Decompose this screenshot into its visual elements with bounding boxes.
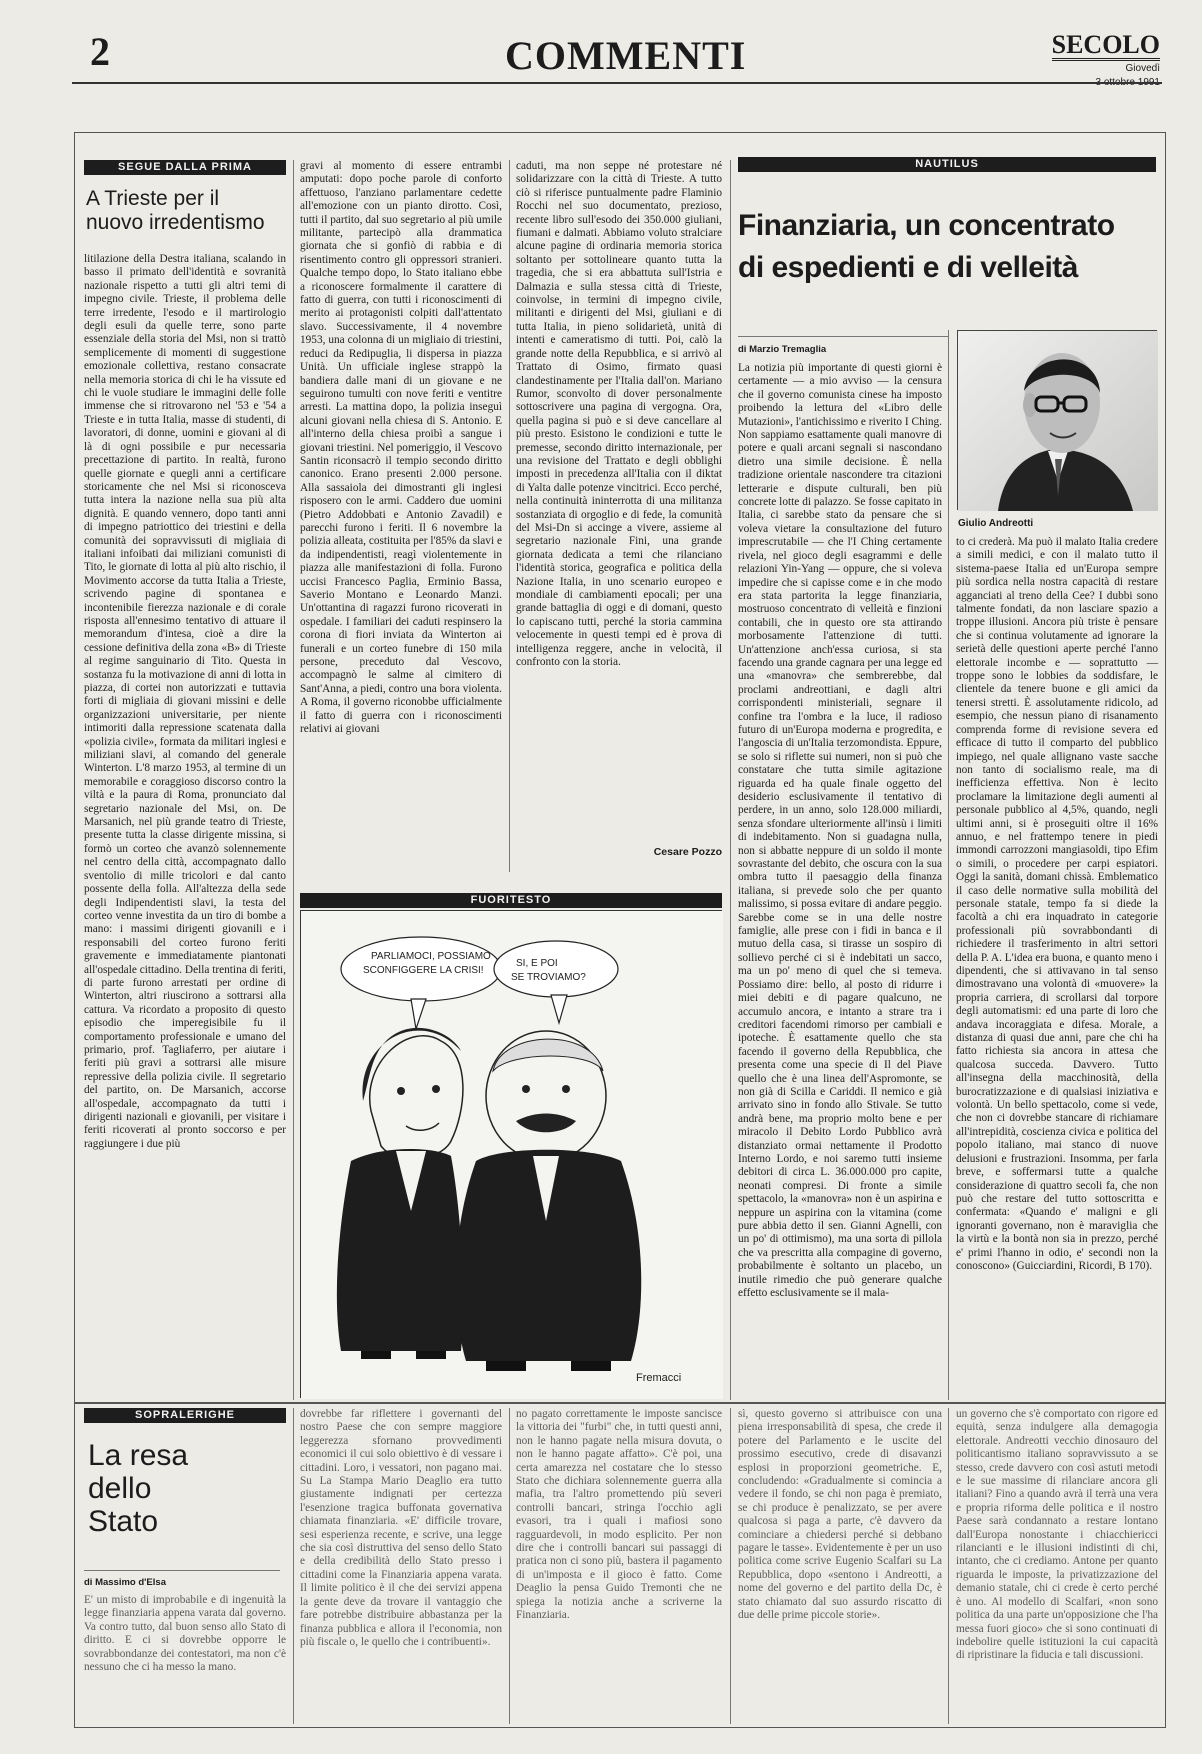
resa-text-col-5: un governo che s'è comportato con rigore ed equità, senza indulgere alla demagogia elettorale. Andreotti vecchio dinosauro del politicantismo italiano sopravvissuto a se stesso, crede davvero con così astuti metodi e le sue massime di rilanciare ancora gli italiani? Fino a quando avrà il terrà una vera e propria riforma delle politica e il nostro Paese sarà condannato a restare lontano dall'Europa nonostante i chiacchiericci rilancianti e le illusioni indistinti di chi, intanto, che ci crediamo. Antone per quanto riguarda le imposte, la privatizzazione del demanio statale, chi ci crede è certo perché è uno. Al modello di Scalfari, «non sono politica da una parte un'opposizione che l'ha messa fuori gioco» che si sono continuati di indebolire quelle istituzioni la cui capacità di ripristinare la fiducia e tali discussioni. bbox=[956, 1408, 1158, 1662]
page-number: 2 bbox=[90, 29, 110, 74]
column-rule bbox=[948, 330, 949, 1400]
cartoon-bubble-left-line2: SCONFIGGERE LA CRISI! bbox=[363, 965, 484, 976]
portrait-image bbox=[958, 331, 1158, 511]
resa-col-2 bbox=[300, 1408, 502, 1724]
column-rule bbox=[730, 160, 731, 1400]
nautilus-text-left: La notizia più importante di questi giorni è certamente — a mio avviso — la censura che il governo comunista cinese ha imposto proibendo la lettura del «Libro delle Mutazioni», l'antichissimo e riverito I Ching. Non sappiamo esattamente quali manovre di potere e quali arcani segnali si nascondano dietro una simile decisione. È nella tradizione orientale nascondere tra citazioni letterarie e dispute culturali, ben più concrete lotte di palazzo. Se fosse capitato in Italia, ci sarebbe stato da pensare che si voleva vietare la consultazione del futuro imprescrutabile — che l'I Ching certamente rivela, nel gioco degli esagrammi e delle relazioni Yin-Yang — oppure, che si voleva impedire che si capisse come e in che modo era stata partorita la legge finanziaria, mostruoso concentrato di velleità e finzioni contabili, che in questo ore sta attirando morbosamente l'attenzione di tutti. Un'attenzione anch'essa curiosa, si sta facendo una grande cagnara per una legge ed una «manovra» che sembrerebbe, dal proclami andreottiani, e dagli altri corrispondenti ministeriali, segnare il confine tra l'ombra e la luce, il radioso futuro di un'Europa moderna e progredita, e l'angoscia di un'Italia terzomondista. Eppure, se solo si riflette sui numeri, non si può che constatare che tutta simile agitazione riguarda ed ha quale finale oggetto del desiderio esclusivamente il tentativo di perdere, in un anno, solo 128.000 miliardi, senza sfondare ulteriormente all'insù i limiti di indebitamento. Non si guadagna nulla, non si abbatte neppure di un soldo il monte sovrastante del debito, che oscura con la sua ombra tutto il paesaggio della finanza italiana, si prevede solo che per quanto malissimo, si possa evitare di andare peggio. Sarebbe come se in una delle nostre famiglie, alle prese con i fidi in banca e il mutuo della casa, si tirasse un sospiro di sollievo perché ci si è indebitati un sacco, ma un po' meno di quel che si temeva. Possiamo dire: bello, al posto di ridurre i miei debiti e di pagare qualcuno, ne accumulo ancora, e intanto a strare tra i creditori facendomi rimorso per cambiali e ipoteche. È esattamente quello che sta facendo il governo della Repubblica, che presenta come una specie di Il del Piave quello che è una linea dell'Aspromonte, se non già di Scilla e Cariddi. Il nemico e già arrivato sino in fondo allo Stivale. Se tutto andrà bene, ma proprio molto bene e per miracolo il Debito Lordo Pubblico avrà distanziato ormai nettamente il Prodotto Interno Lordo, e noi saremo tutti insieme debitori di circa L. 36.000.000 pro capite, neonati compresi. Di fronte a simile spettacolo, la «manovra» non è un aspirina e neppure un aspirina con la vitamina (come pure abbia detto il sen. Gianni Agnelli, con un po' di ottimismo), ma una sorta di pillola che va prescritta alla compagine di governo, probabilmente è soltanto un placebo, un inutile rimedio che può generare qualche effetto esclusivamente se il mala- bbox=[738, 362, 942, 1300]
trieste-headline: A Trieste per il nuovo irredentismo bbox=[86, 187, 265, 234]
masthead bbox=[1050, 32, 1160, 89]
header-rule bbox=[72, 82, 1162, 84]
trieste-text-col-3: caduti, ma non seppe né protestare né solidarizzare con la città di Trieste. A tutto ciò si riferisce puntualmente padre Flaminio Rocchi nel suo documentato, prezioso, recente libro sull'esodo dei 350.000 giuliani, fiumani e dalmati. Abbiamo voluto stralciare alcune pagine di ordinaria memoria storica soltanto per sottolineare quanto tutta la tragedia, che si era abbattuta sull'Istria e Dalmazia e sulla stessa città di Trieste, coinvolse, in termini di impegno civile, militanti e dirigenti del Msi, giuliani e di tutta Italia, in pieno solidarietà, unità di intenti e cameratismo di tutti. Poi, calò la grande notte della Repubblica, e si arrivò al Trattato di Osimo, firmato quasi clandestinamente per l'Italia dall'on. Mariano Rumor, sconvolto di dover personalmente sottoscrivere una pagina di vergogna. Ora, quella pagina si può e si deve cancellare al più presto. Esistono le condizioni e tutte le premesse, secondo diritto internazionale, per una revisione del Trattato e degli obblighi imposti in precedenza all'Italia con il diktat di Yalta dalle potenze vincitrici. Ecco perché, nella continuità ininterrotta di una militanza sostanziata di orgoglio e di fede, la comunità del Msi-Dn si accinge a vivere, assieme al segretario nazionale Fini, una grande giornata dedicata a temi che rilanciano l'identità storica, geografica e politica della Nazione Italia, in uno scenario europeo e mondiale di cambiamenti epocali; per una grande battaglia di oggi e di domani, questo lo capiscano tutti, perché la storia cammina velocemente in questi tempi ed è prova di intelligenza reggere, anche in velocità, il confronto con la storia. bbox=[516, 160, 722, 669]
column-rule bbox=[293, 1408, 294, 1724]
resa-text-col-3: no pagato correttamente le imposte sancisce la vittoria dei "furbi" che, in tutti questi anni, non le hanno pagate nella misura dovuta, o non le hanno pagate affatto». C'è poi, una certa amarezza nel costatare che lo stesso Stato che dichiara solennemente guerra alla mafia, tra l'altro promettendo più severi controlli bancari, stringa l'occhio agli evasori, tra i quali i mafiosi sono ragguardevoli, in modo esplicito. Per non dire che i controlli bancari sui passaggi di pratica non ci sono più, bastera il pagamento di un'imposta e il gioco è fatto. Come Deaglio la pensa Guido Tremonti che ne spiega la notizia anche a scriverne la Finanziaria. bbox=[516, 1408, 722, 1622]
resa-text-col-1: E' un misto di improbabile e di ingenuità la legge finanziaria appena varata dal governo. Va contro tutto, dal buon senso allo Stato di diritto. E ci si dovrebbe opporre le sovrabbondanze dei contestatori, ma non c'è nessuno che ci ha messo la mano. bbox=[84, 1594, 286, 1674]
byline-rule bbox=[84, 1570, 280, 1571]
masthead-date: 3 ottobre 1991 bbox=[1095, 77, 1160, 88]
trieste-col-1 bbox=[84, 160, 286, 1398]
trieste-col-3 bbox=[516, 160, 722, 872]
nautilus-headline: Finanziaria, un concentrato di espedienti e di velleità bbox=[738, 209, 1115, 284]
cartoon-drawing bbox=[301, 911, 723, 1399]
resa-kicker: SOPRALERIGHE bbox=[84, 1408, 286, 1423]
resa-col-3 bbox=[516, 1408, 722, 1724]
resa-text-col-2: dovrebbe far riflettere i governanti del nostro Paese che con sempre maggiore leggerezza sfornano provvedimenti economici il cui solo obiettivo è di vessare i cittadini. Loro, i vessatori, non pagano mai. Su La Stampa Mario Deaglio era tutto giustamente indignati per certezza l'esenzione tragica buffonata governativa chiamata finanziaria. «E' difficile trovare, sesi esperienza recente, e scrive, una legge che sia così distruttiva del senso dello Stato e della credibilità dello Stato presso i cittadini come la Finanziaria appena varata. Il limite politico è il che dei servizi appena la gente deve da trovare il vantaggio che fare potrebbe distribuire abbastanza per la finanza pubblica e allora il l'economia, non più fiscale o, le quello che i contribuenti». bbox=[300, 1408, 502, 1648]
nautilus-kicker-wrap bbox=[738, 157, 1156, 174]
cartoon-kicker: FUORITESTO bbox=[300, 893, 722, 908]
resa-col-5 bbox=[956, 1408, 1158, 1724]
trieste-text-col-2: gravi al momento di essere entrambi amputati: dopo poche parole di conforto affettuoso, l'anziano parlamentare cedette all'emozione con un pianto dirotto. Così, tutti il partito, dal suo segretario al più umile militante, partecipò alla drammatica giornata che si gonfiò di rabbia e di risentimento contro gli oppressori stranieri. Qualche tempo dopo, lo Stato italiano ebbe a riconoscere formalmente il carattere di fatto di guerra, con tutti i riconoscimenti di merito ai protagonisti colpiti dall'attentato slavo. Successivamente, il 4 novembre 1953, una colonna di un migliaio di triestini, reduci da Redipuglia, li dispersa in piazza Unità. Un ufficiale inglese strappò la bandiera dalle mani di un giovane e ne seguirono tumulti con nove feriti e ventitre arresti. La mattina dopo, la polizia inseguì alcuni giovani nella chiesa di S. Antonio. E all'interno della chiesa proibì a sangue i giovani triestini. Nel pomeriggio, il Vescovo Santin riconsacrò il tempio secondo diritto canonico. Erano presenti 2.000 persone. Alla sassaiola dei dimostranti gli inglesi risposero con le armi. Caddero due uomini (Pietro Addobbati e Antonio Zavadil) e parecchi furono i feriti. Il 6 novembre la polizia alleata, costituita per l'85% da slavi e da indipendentisti, reagì violentemente in piazza alle manifestazioni di folla. Furono uccisi Francesco Paglia, Erminio Bassa, Saverio Montano e Leonardo Manzi. Un'ottantina di ragazzi furono ricoverati in ospedale. I familiari dei caduti respinsero la corona di fiori inviata da Winterton ai funerali e un corteo funebre di 150 mila persone, preceduto dal Vescovo, accompagnò le salme al cimitero di Sant'Anna, a piedi, contro una bora violenta. A Roma, il governo riconobbe ufficialmente il fatto di guerra con i riconoscimenti relativi ai giovani bbox=[300, 160, 502, 736]
cartoon-panel bbox=[300, 910, 722, 1398]
cartoon-bubble-right-line1: SI, E POI bbox=[516, 958, 558, 969]
andreotti-photo bbox=[957, 330, 1157, 510]
nautilus-col-right bbox=[956, 536, 1158, 1398]
resa-headline-line-1: La resa bbox=[88, 1439, 189, 1472]
resa-col-1 bbox=[84, 1408, 286, 1724]
masthead-day: Giovedì bbox=[1125, 63, 1160, 74]
column-rule bbox=[509, 1408, 510, 1724]
resa-byline: di Massimo d'Elsa bbox=[84, 1577, 166, 1588]
trieste-text-col-1: litilazione della Destra italiana, scalando in basso il primato dell'identità e sovranità nazionale rispetto a tutti gli altri temi di impegno civile. Trieste, il problema delle terre irredente, l'esodo e il martirologio degli esuli da quelle terre, sono parte essenziale della storia del Msi, non si trattò semplicemente di momenti di suggestione emozionale collettiva, restano consacrate nella memoria storica di chi le ha vissute ed chi le vuole studiare le immagini delle folle immense che si ritrovarono nel '53 e '54 a Trieste e in tutta Italia, masse di studenti, di lavoratori, di donne, uomini e giovani al di là di ogni possibile e pur necessaria precettazione di partito. In realtà, furono quelle giornate e quegli anni a certificare storicamente che nel Msi si riconosceva tutta intera la nazione nella sua più alta dignità. E quando vennero, dopo tanti anni di impegno patriottico dei triestini e della comunità dei sopravvissuti di migliaia di italiani infoibati dai miliziani comunisti di Tito, le giornate di lotta al più alto rischio, il Movimento accorse da tutta Italia a Trieste, scrivendo pagine di spontanea e incontenibile fierezza nazionale e di corale risposta all'ennesimo tentativo di attuare il memorandum d'intesa, cioè a dire la cessione definitiva della zona «B» di Trieste al regime sanguinario di Tito. Questa in sostanza fu la motivazione di anni di lotta in piazza, di cortei non autorizzati e tuttavia forti di migliaia di giovani missini e delle organizzazioni universitarie, per niente intimoriti dalla repressione scatenata dalla «polizia civile», formata da militari inglesi e miliziani slavi, al comando del generale Winterton. L'8 marzo 1953, al termine di un memorabile e coraggioso discorso contro la viltà e la paura di Roma, pronunciato dal segretario nazionale del Msi, on. De Marsanich, nel più grande teatro di Trieste, presente tutta la classe dirigente missina, si formò un corteo che avanzò solennemente nel centro della città, accompagnato dallo sventolio di mille tricolori e dal canto possente della folla. All'altezza della sede degli Indipendentisti slavi, la testa del corteo venne investita da un tiro di bombe a mano: i massimi dirigenti giovanili e i responsabili del corteo furono feriti gravemente e immediatamente piantonati all'ospedale cittadino. Della trentina di feriti, di parte furono arrestati per ordine di Winterton, altri riuscirono a sottrarsi alla cattura. Va ricordato a proposito di questo episodio che imperegisibile fu il comportamento professionale e umano del primario, prof. Tagliaferro, per aiutare i feriti più gravi a sottrarsi alle misure repressive della polizia civile. Il segretario del partito, on. De Marsanich, accorse all'ospedale, accompagnato da tutti i dirigenti nazionali e giovanili, per visitare i feriti ricoverati al pronto soccorso e per raggiungere i due più bbox=[84, 253, 286, 1150]
nautilus-byline: di Marzio Tremaglia bbox=[738, 344, 827, 355]
column-rule bbox=[293, 160, 294, 1400]
nautilus-col-left bbox=[738, 362, 942, 1398]
resa-headline-line-3: Stato bbox=[88, 1505, 159, 1538]
section-title: COMMENTI bbox=[505, 33, 747, 78]
cartoon-bubble-left-line1: PARLIAMOCI, POSSIAMO bbox=[371, 951, 491, 962]
resa-col-4 bbox=[738, 1408, 942, 1724]
trieste-kicker: SEGUE DALLA PRIMA bbox=[84, 160, 286, 175]
trieste-col-2 bbox=[300, 160, 502, 870]
cartoon-bubble-right-line2: SE TROVIAMO? bbox=[511, 972, 586, 983]
byline-rule bbox=[738, 336, 948, 337]
column-rule bbox=[730, 1408, 731, 1724]
photo-caption: Giulio Andreotti bbox=[958, 518, 1034, 529]
resa-headline-line-2: dello bbox=[88, 1472, 152, 1505]
trieste-signature: Cesare Pozzo bbox=[653, 846, 722, 858]
column-rule bbox=[509, 160, 510, 872]
nautilus-kicker: NAUTILUS bbox=[738, 157, 1156, 172]
cartoon-signature: Fremacci bbox=[636, 1372, 682, 1384]
column-rule bbox=[948, 1408, 949, 1724]
masthead-logo: SECOLO bbox=[1051, 30, 1160, 59]
resa-text-col-4: sì, questo governo si attribuisce con una piena irresponsabilità di spesa, che crede il potere del Parlamento e le uscite del prossimo esecutivo, crede di disavanzi esplosi in proporzioni geometriche. E, concludendo: «Gradualmente si comincia a vedere il fondo, se chi non paga è premiato, se chi produce è penalizzato, se per avere qualcosa si paga a parte, c'è davvero da cominciare a chiedersi perché si debbano pagare le tasse». Evidentemente è per un uso politica come scrive Eugenio Scalfari su La Repubblica, dopo «sentono i Andreotti, a nome del governo e del partito della Dc, è stato chiamato dal suo assurdo riscatto di due delle prime piccole storie». bbox=[738, 1408, 942, 1622]
nautilus-text-right: to ci crederà. Ma può il malato Italia credere a simili medici, e con il malato tutto il sistema-paese Italia ed un'Europa sempre più sordica nella nostra capacità di restare agganciati al treno della Cee? I dubbi sono talmente fondati, da non lasciare spazio a troppe illusioni. Ancora più triste è pensare che si continua volutamente ad ignorare la serietà delle questioni aperte perché l'anno elettorale incombe e — soprattutto — troppe sono le lobbies da soddisfare, le clientele da tenere buone e gli amici da tenersi stretti. È assolutamente ridicolo, ad esempio, che nessun piano di risanamento comprenda forme di revisione severa ed efficace di tutto il comparto del pubblico impiego, nel quale allignano vaste sacche non tanto di socialismo reale, ma di inefficienza effettiva. Non è lecito proclamare la limitazione degli aumenti al personale pubblico al 4,5%, quando, negli ultimi anni, si è proseguiti oltre il 16% annuo, e nel frattempo tenere in piedi immondi carrozzoni mangiasoldi, tipo Efim o simili, o procedere per carpi espiatori. Oggi la sanità, domani chissà. Emblematico il caso delle normative sulla mobilità del personale statale, tempo fa si diede la facoltà a chi era inquadrato in categorie professionali più sovrabbondanti di richiedere il trasferimento in altri settori della P. A. L'idea era buona, e quanto meno i dipendenti, che si attivavano in tal senso dimostravano una volontà di «muovere» la propria carriera, di scrollarsi dal torpore degli automatismi: ed una parte di loro che andava incoraggiata e difesa. Morale, a distanza di quasi due anni, pare che chi ha fatto richiesta sia ancora in attesa che qualcosa succeda. Davvero. Tutto all'insegna della macchinosità, della burocratizzazione e di qualsiasi iniziativa e volontà. Un bello spettacolo, come si vede, che non ci dovrebbe stancare di richiamare all'intrepidità, coscienza civica e politica del popolo italiano, mai stanco di nuove delusioni e frustrazioni. Insomma, per farla breve, e soffermarsi tutte a qualche considerazione di quattro secoli fa, che non può che restare del tutto sottoscritta e confermata: «Quando e' maligni e gli ignoranti governano, non è maraviglia che la virtù e la bontà non sia in prezzo, perché e' primi l'hanno in odio, e' secondi non la conoscono» (Guicciardini, Ricordi, B 170). bbox=[956, 536, 1158, 1272]
